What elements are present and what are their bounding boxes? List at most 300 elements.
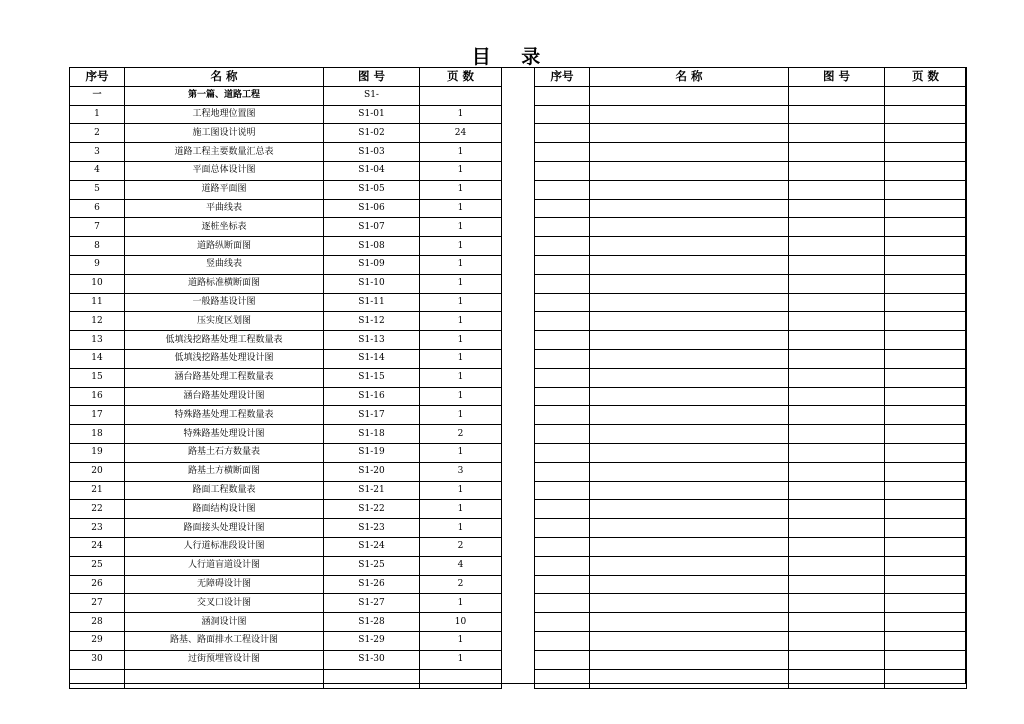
- cell-code: S1-08: [324, 237, 420, 256]
- cell-empty: [885, 481, 967, 500]
- cell-empty: [590, 180, 789, 199]
- cell-empty: [885, 124, 967, 143]
- cell-seq: 9: [70, 255, 125, 274]
- header-row: [70, 68, 502, 87]
- cell-name: 道路工程主要数量汇总表: [125, 143, 324, 162]
- cell-pages: 1: [420, 255, 502, 274]
- table-row: [70, 312, 502, 331]
- cell-empty: [885, 631, 967, 650]
- cell-empty: [590, 237, 789, 256]
- cell-empty: [535, 312, 590, 331]
- table-row-empty: [535, 237, 967, 256]
- table-row: [70, 443, 502, 462]
- table-row: [70, 161, 502, 180]
- page-title: 目 录: [471, 46, 553, 68]
- table-row: [70, 105, 502, 124]
- cell-pages: 1: [420, 650, 502, 669]
- cell-code: S1-22: [324, 500, 420, 519]
- cell-name: 涵台路基处理工程数量表: [125, 368, 324, 387]
- cell-empty: [590, 575, 789, 594]
- cell-empty: [789, 669, 885, 688]
- cell-empty: [590, 105, 789, 124]
- table-row-empty: [535, 631, 967, 650]
- cell-seq: 6: [70, 199, 125, 218]
- cell-empty: [590, 161, 789, 180]
- cell-empty: [590, 255, 789, 274]
- cell-empty: [590, 349, 789, 368]
- cell-name: 逐桩坐标表: [125, 218, 324, 237]
- table-row-empty: [535, 613, 967, 632]
- table-row-empty: [535, 124, 967, 143]
- cell-name: 人行道标准段设计图: [125, 537, 324, 556]
- cell-code: S1-15: [324, 368, 420, 387]
- cell-code: S1-28: [324, 613, 420, 632]
- cell-empty: [789, 556, 885, 575]
- cell-empty: [789, 631, 885, 650]
- cell-empty: [535, 293, 590, 312]
- cell-name: 道路平面图: [125, 180, 324, 199]
- cell-empty: [885, 312, 967, 331]
- cell-empty: [535, 537, 590, 556]
- cell-empty: [885, 406, 967, 425]
- cell-seq: 4: [70, 161, 125, 180]
- cell-empty: [590, 124, 789, 143]
- table-row: [70, 180, 502, 199]
- cell-pages: 1: [420, 312, 502, 331]
- cell-empty: [789, 443, 885, 462]
- cell-empty: [789, 124, 885, 143]
- cell-empty: [885, 274, 967, 293]
- cell-empty: [885, 537, 967, 556]
- cell-empty: [885, 331, 967, 350]
- cell-empty: [535, 331, 590, 350]
- cell-empty: [535, 519, 590, 538]
- header-seq-right: 序号: [535, 68, 590, 87]
- cell-empty: [789, 274, 885, 293]
- cell-name: [125, 669, 324, 688]
- table-row: [70, 462, 502, 481]
- cell-empty: [885, 255, 967, 274]
- table-row: [70, 613, 502, 632]
- cell-seq: 3: [70, 143, 125, 162]
- cell-empty: [885, 199, 967, 218]
- cell-seq: 16: [70, 387, 125, 406]
- cell-empty: [535, 143, 590, 162]
- table-row: [70, 556, 502, 575]
- cell-empty: [789, 425, 885, 444]
- table-row-empty: [535, 537, 967, 556]
- cell-name: 特殊路基处理设计图: [125, 425, 324, 444]
- cell-empty: [789, 406, 885, 425]
- cell-pages: 1: [420, 331, 502, 350]
- cell-pages: 1: [420, 443, 502, 462]
- cell-empty: [590, 537, 789, 556]
- cell-empty: [789, 462, 885, 481]
- cell-seq: 23: [70, 519, 125, 538]
- cell-name: 过街预埋管设计图: [125, 650, 324, 669]
- cell-empty: [885, 86, 967, 105]
- header-pages-right: 页 数: [885, 68, 967, 87]
- cell-empty: [590, 462, 789, 481]
- cell-code: S1-17: [324, 406, 420, 425]
- table-row-empty: [535, 199, 967, 218]
- cell-empty: [535, 274, 590, 293]
- cell-empty: [885, 613, 967, 632]
- cell-empty: [535, 387, 590, 406]
- cell-empty: [590, 331, 789, 350]
- cell-empty: [885, 161, 967, 180]
- cell-code: S1-12: [324, 312, 420, 331]
- table-row: [70, 86, 502, 105]
- table-row-empty: [535, 180, 967, 199]
- cell-empty: [535, 237, 590, 256]
- cell-name: 特殊路基处理工程数量表: [125, 406, 324, 425]
- cell-seq: 14: [70, 349, 125, 368]
- cell-seq: 21: [70, 481, 125, 500]
- cell-empty: [535, 669, 590, 688]
- cell-empty: [535, 481, 590, 500]
- cell-empty: [885, 556, 967, 575]
- cell-empty: [885, 425, 967, 444]
- cell-empty: [789, 368, 885, 387]
- cell-name: 平曲线表: [125, 199, 324, 218]
- cell-pages: 1: [420, 161, 502, 180]
- cell-empty: [885, 519, 967, 538]
- cell-empty: [535, 556, 590, 575]
- cell-seq: 27: [70, 594, 125, 613]
- cell-seq: 18: [70, 425, 125, 444]
- cell-empty: [885, 575, 967, 594]
- cell-seq: 7: [70, 218, 125, 237]
- cell-pages: 1: [420, 293, 502, 312]
- cell-code: S1-24: [324, 537, 420, 556]
- cell-code: S1-14: [324, 349, 420, 368]
- cell-name: 路基土石方数量表: [125, 443, 324, 462]
- table-row: [70, 143, 502, 162]
- table-row-empty: [535, 349, 967, 368]
- cell-empty: [789, 218, 885, 237]
- cell-empty: [590, 613, 789, 632]
- cell-seq: 17: [70, 406, 125, 425]
- table-row-empty: [535, 519, 967, 538]
- table-row-empty: [535, 161, 967, 180]
- cell-empty: [885, 180, 967, 199]
- table-row: [70, 575, 502, 594]
- table-row-empty: [535, 387, 967, 406]
- cell-seq: 28: [70, 613, 125, 632]
- cell-seq: 5: [70, 180, 125, 199]
- table-row: [70, 331, 502, 350]
- cell-empty: [789, 331, 885, 350]
- table-row: [70, 594, 502, 613]
- cell-empty: [590, 594, 789, 613]
- header-row-right: [535, 68, 967, 87]
- table-row-empty: [535, 556, 967, 575]
- cell-code: S1-07: [324, 218, 420, 237]
- cell-pages: 1: [420, 349, 502, 368]
- cell-empty: [885, 594, 967, 613]
- cell-empty: [535, 105, 590, 124]
- table-row-empty: [535, 143, 967, 162]
- cell-pages: 2: [420, 425, 502, 444]
- cell-empty: [535, 631, 590, 650]
- cell-empty: [789, 650, 885, 669]
- table-row-empty: [535, 650, 967, 669]
- cell-empty: [885, 349, 967, 368]
- cell-code: S1-11: [324, 293, 420, 312]
- cell-seq: 1: [70, 105, 125, 124]
- cell-pages: 4: [420, 556, 502, 575]
- table-row-empty: [535, 86, 967, 105]
- cell-code: S1-09: [324, 255, 420, 274]
- table-row-empty: [535, 425, 967, 444]
- cell-seq: 12: [70, 312, 125, 331]
- cell-name: 路基土方横断面图: [125, 462, 324, 481]
- cell-seq: 22: [70, 500, 125, 519]
- cell-empty: [590, 500, 789, 519]
- cell-empty: [885, 105, 967, 124]
- cell-pages: [420, 86, 502, 105]
- cell-empty: [590, 481, 789, 500]
- table-row-empty: [535, 669, 967, 688]
- cell-empty: [590, 650, 789, 669]
- cell-empty: [789, 349, 885, 368]
- cell-empty: [590, 425, 789, 444]
- cell-empty: [535, 255, 590, 274]
- table-row: [70, 519, 502, 538]
- cell-name: 涵洞设计图: [125, 613, 324, 632]
- cell-empty: [535, 124, 590, 143]
- cell-empty: [885, 387, 967, 406]
- cell-code: S1-27: [324, 594, 420, 613]
- table-row-empty: [535, 218, 967, 237]
- cell-code: S1-29: [324, 631, 420, 650]
- cell-code: S1-03: [324, 143, 420, 162]
- cell-code: S1-04: [324, 161, 420, 180]
- cell-empty: [789, 161, 885, 180]
- cell-seq: 8: [70, 237, 125, 256]
- cell-empty: [885, 443, 967, 462]
- cell-empty: [535, 180, 590, 199]
- table-row: [70, 631, 502, 650]
- table-row: [70, 237, 502, 256]
- cell-empty: [789, 105, 885, 124]
- cell-empty: [535, 406, 590, 425]
- cell-empty: [885, 500, 967, 519]
- cell-pages: 1: [420, 180, 502, 199]
- cell-empty: [590, 274, 789, 293]
- table-row-empty: [535, 481, 967, 500]
- table-row: [70, 255, 502, 274]
- cell-name: 路面结构设计图: [125, 500, 324, 519]
- cell-pages: 2: [420, 537, 502, 556]
- cell-code: S1-: [324, 86, 420, 105]
- cell-empty: [885, 143, 967, 162]
- cell-pages: 1: [420, 481, 502, 500]
- cell-empty: [590, 218, 789, 237]
- cell-empty: [789, 86, 885, 105]
- table-row: [70, 349, 502, 368]
- cell-pages: 1: [420, 105, 502, 124]
- cell-seq: 15: [70, 368, 125, 387]
- cell-code: S1-20: [324, 462, 420, 481]
- cell-pages: 10: [420, 613, 502, 632]
- cell-empty: [535, 613, 590, 632]
- table-row: [70, 218, 502, 237]
- cell-empty: [590, 631, 789, 650]
- cell-empty: [789, 199, 885, 218]
- table-row: [70, 481, 502, 500]
- cell-empty: [789, 481, 885, 500]
- table-row-empty: [535, 312, 967, 331]
- cell-code: [324, 669, 420, 688]
- cell-pages: 24: [420, 124, 502, 143]
- cell-empty: [789, 387, 885, 406]
- cell-empty: [590, 312, 789, 331]
- table-row-empty: [535, 575, 967, 594]
- cell-seq: 11: [70, 293, 125, 312]
- cell-empty: [789, 255, 885, 274]
- header-pages: 页 数: [420, 68, 502, 87]
- table-row: [70, 500, 502, 519]
- table-row: [70, 274, 502, 293]
- cell-empty: [789, 312, 885, 331]
- cell-empty: [789, 594, 885, 613]
- cell-empty: [590, 368, 789, 387]
- cell-pages: 1: [420, 199, 502, 218]
- cell-code: S1-26: [324, 575, 420, 594]
- cell-code: S1-05: [324, 180, 420, 199]
- contents-table-right: [534, 67, 967, 689]
- cell-empty: [789, 180, 885, 199]
- cell-empty: [535, 462, 590, 481]
- cell-empty: [885, 368, 967, 387]
- cell-name: 道路纵断面图: [125, 237, 324, 256]
- cell-empty: [885, 462, 967, 481]
- cell-pages: 1: [420, 237, 502, 256]
- cell-code: S1-10: [324, 274, 420, 293]
- header-code-right: 图 号: [789, 68, 885, 87]
- cell-empty: [789, 519, 885, 538]
- cell-name: 交叉口设计图: [125, 594, 324, 613]
- cell-seq: 10: [70, 274, 125, 293]
- cell-empty: [789, 237, 885, 256]
- cell-seq: 24: [70, 537, 125, 556]
- cell-code: S1-06: [324, 199, 420, 218]
- cell-empty: [590, 443, 789, 462]
- table-row-empty: [535, 274, 967, 293]
- table-row: [70, 406, 502, 425]
- cell-pages: 1: [420, 143, 502, 162]
- table-row: [70, 669, 502, 688]
- table-row: [70, 368, 502, 387]
- cell-empty: [535, 575, 590, 594]
- cell-seq: 26: [70, 575, 125, 594]
- cell-seq: 20: [70, 462, 125, 481]
- cell-pages: 1: [420, 218, 502, 237]
- cell-pages: 3: [420, 462, 502, 481]
- cell-empty: [789, 613, 885, 632]
- cell-empty: [789, 293, 885, 312]
- cell-name: 路面工程数量表: [125, 481, 324, 500]
- cell-empty: [535, 594, 590, 613]
- table-row: [70, 537, 502, 556]
- cell-name: 涵台路基处理设计图: [125, 387, 324, 406]
- cell-code: S1-23: [324, 519, 420, 538]
- cell-pages: 1: [420, 387, 502, 406]
- cell-empty: [590, 86, 789, 105]
- table-row-empty: [535, 331, 967, 350]
- cell-pages: 1: [420, 594, 502, 613]
- cell-empty: [590, 143, 789, 162]
- cell-seq: 2: [70, 124, 125, 143]
- table-row-empty: [535, 500, 967, 519]
- cell-empty: [789, 500, 885, 519]
- cell-code: S1-18: [324, 425, 420, 444]
- cell-code: S1-01: [324, 105, 420, 124]
- header-name: 名 称: [125, 68, 324, 87]
- cell-empty: [885, 218, 967, 237]
- cell-pages: 1: [420, 519, 502, 538]
- cell-empty: [535, 650, 590, 669]
- cell-empty: [789, 537, 885, 556]
- header-name-right: 名 称: [590, 68, 789, 87]
- table-row-empty: [535, 293, 967, 312]
- cell-empty: [590, 387, 789, 406]
- cell-name: 路面接头处理设计图: [125, 519, 324, 538]
- cell-empty: [885, 293, 967, 312]
- table-row-empty: [535, 462, 967, 481]
- table-row: [70, 124, 502, 143]
- cell-empty: [535, 425, 590, 444]
- cell-code: S1-21: [324, 481, 420, 500]
- cell-name: 低填浅挖路基处理设计图: [125, 349, 324, 368]
- table-row: [70, 387, 502, 406]
- cell-code: S1-13: [324, 331, 420, 350]
- cell-pages: 1: [420, 500, 502, 519]
- table-row-empty: [535, 443, 967, 462]
- table-row-empty: [535, 368, 967, 387]
- cell-empty: [789, 143, 885, 162]
- cell-seq: 13: [70, 331, 125, 350]
- cell-name: 道路标准横断面图: [125, 274, 324, 293]
- cell-empty: [590, 406, 789, 425]
- cell-name: 第一篇、道路工程: [125, 86, 324, 105]
- cell-pages: 1: [420, 274, 502, 293]
- cell-seq: 25: [70, 556, 125, 575]
- cell-code: S1-30: [324, 650, 420, 669]
- cell-name: 平面总体设计图: [125, 161, 324, 180]
- cell-empty: [535, 199, 590, 218]
- cell-empty: [885, 650, 967, 669]
- header-seq: 序号: [70, 68, 125, 87]
- header-code: 图 号: [324, 68, 420, 87]
- cell-empty: [885, 669, 967, 688]
- cell-empty: [590, 293, 789, 312]
- table-row-empty: [535, 594, 967, 613]
- cell-code: S1-25: [324, 556, 420, 575]
- cell-code: S1-16: [324, 387, 420, 406]
- cell-name: 施工图设计说明: [125, 124, 324, 143]
- table-row: [70, 425, 502, 444]
- cell-empty: [535, 86, 590, 105]
- cell-empty: [535, 443, 590, 462]
- cell-seq: 29: [70, 631, 125, 650]
- cell-empty: [535, 500, 590, 519]
- cell-pages: [420, 669, 502, 688]
- cell-empty: [590, 669, 789, 688]
- cell-name: 低填浅挖路基处理工程数量表: [125, 331, 324, 350]
